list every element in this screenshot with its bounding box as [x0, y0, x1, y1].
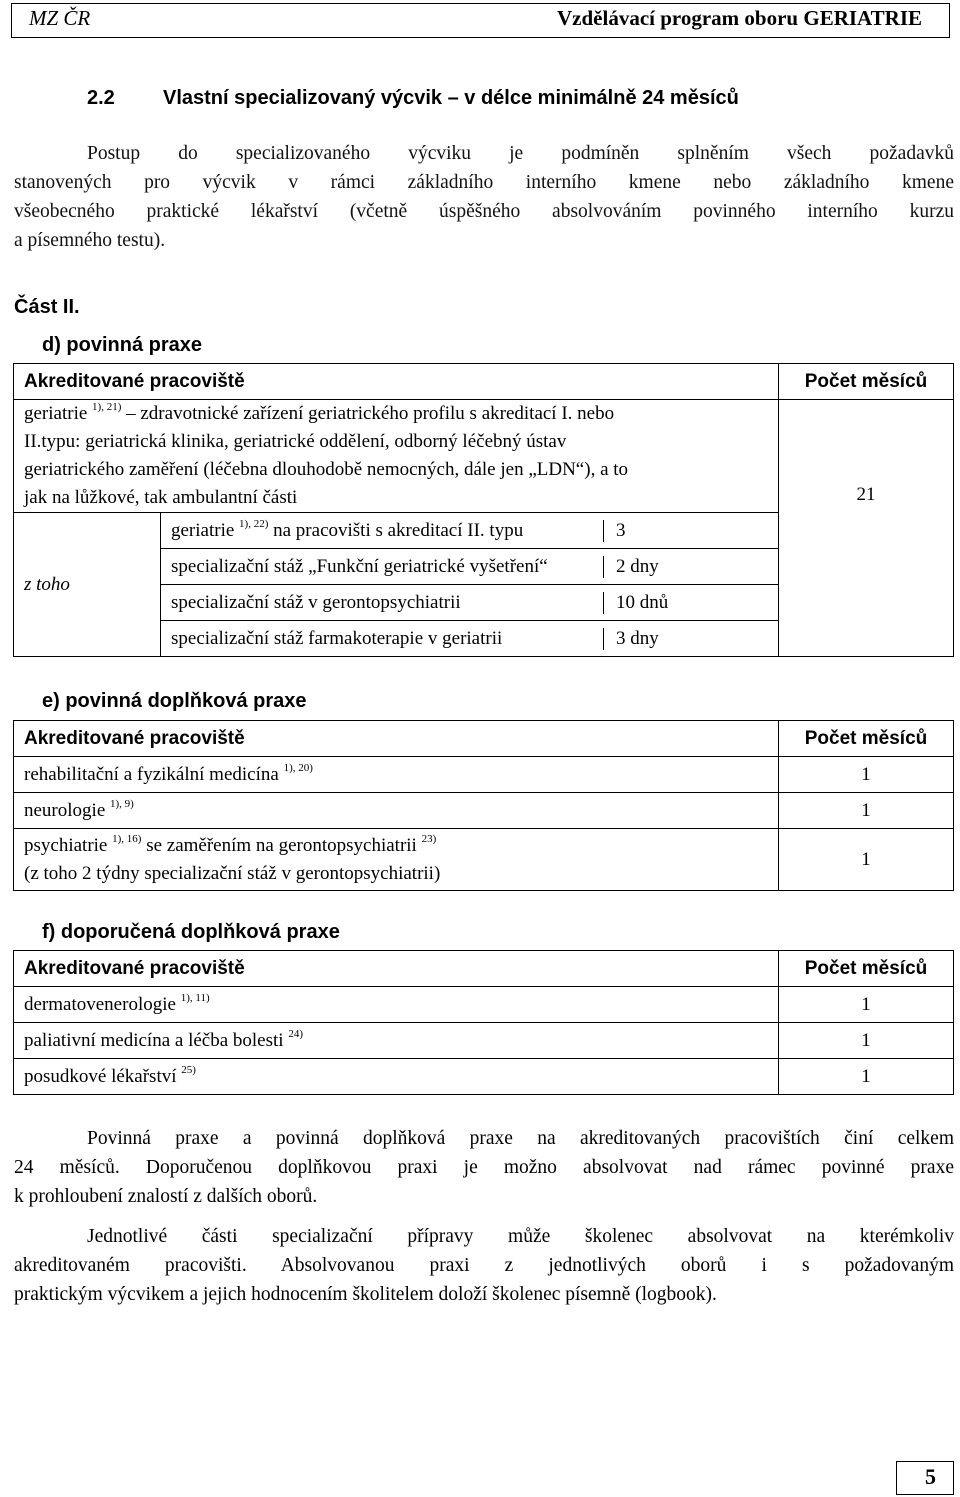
closing-line: k prohloubení znalostí z dalších oborů. [14, 1186, 318, 1207]
intro-line: všeobecného praktické lékařství (včetně úspěšného absolvováním povinného interního kurzu [14, 201, 954, 222]
months-cell: 1 [779, 987, 954, 1023]
footnote-ref: 1), 9) [110, 797, 134, 810]
months-cell: 1 [779, 1023, 954, 1059]
workplace-cell [14, 829, 779, 891]
col-header-months: Počet měsíců [779, 721, 954, 757]
intro-paragraph [14, 139, 954, 255]
footnote-ref: 1), 22) [239, 517, 269, 530]
col-header-workplace: Akreditované pracoviště [14, 951, 779, 987]
sub-row [161, 585, 779, 621]
sub-label: specializační stáž „Funkční geriatrické vyšetření“ [171, 555, 548, 577]
months-cell: 1 [779, 829, 954, 891]
intro-line: a písemného testu). [14, 230, 166, 251]
sub-row [161, 513, 779, 549]
sub-label: specializační stáž v gerontopsychiatrii [171, 591, 461, 613]
workplace-cell [14, 1059, 779, 1095]
workplace-label: neurologie [24, 799, 111, 821]
footnote-ref: 1), 16) [112, 832, 142, 845]
col-header-workplace: Akreditované pracoviště [14, 364, 779, 400]
sub-label-text: geriatrie [171, 519, 235, 541]
main-workplace-cell [14, 400, 779, 513]
sub-row [161, 549, 779, 585]
closing-line: akreditovaném pracovišti. Absolvovanou praxi z jednotlivých oborů i s požadovaným [14, 1255, 954, 1276]
header-ministry: MZ ČR [29, 6, 91, 30]
closing-paragraph-2 [14, 1222, 954, 1309]
workplace-cell [14, 757, 779, 793]
footnote-ref: 24) [288, 1027, 303, 1040]
workplace-note: (z toho 2 týdny specializační stáž v gerontopsychiatrii) [24, 862, 441, 884]
workplace-label: posudkové lékařství [24, 1065, 182, 1087]
intro-line: stanovených pro výcvik v rámci základního interního kmene nebo základního kmene [14, 172, 954, 193]
closing-line: Povinná praxe a povinná doplňková praxe na akreditovaných pracovištích činí celkem [87, 1128, 954, 1149]
sub-label [161, 517, 604, 542]
sub-label-rest: na pracovišti s akreditací II. typu [268, 519, 524, 541]
footnote-ref: 1), 11) [180, 991, 210, 1004]
footnote-ref: 25) [181, 1063, 196, 1076]
sub-value: 2 dny [604, 556, 779, 578]
workplace-label-cont: se zaměřením na gerontopsychiatrii [141, 834, 422, 856]
section-heading [87, 87, 739, 110]
sub-row [161, 621, 779, 657]
z-toho-label: z toho [14, 513, 161, 657]
label-geriatrie: geriatrie [24, 403, 88, 424]
closing-line: Jednotlivé části specializační přípravy může školenec absolvovat na kterémkoliv [87, 1226, 954, 1247]
months-cell: 1 [779, 1059, 954, 1095]
section-f-title: f) doporučená doplňková praxe [42, 921, 340, 943]
section-d-title: d) povinná praxe [42, 334, 203, 356]
footnote-ref: 1), 20) [283, 761, 313, 774]
main-line: jak na lůžkové, tak ambulantní části [24, 487, 298, 508]
workplace-label: psychiatrie [24, 834, 113, 856]
workplace-cell [14, 987, 779, 1023]
main-line: II.typu: geriatrická klinika, geriatrické oddělení, odborný léčebný ústav [24, 431, 567, 452]
table-doporucena-doplnkova-praxe [13, 950, 954, 1095]
sub-value: 10 dnů [604, 592, 779, 614]
main-line: – zdravotnické zařízení geriatrického profilu s akreditací I. nebo [121, 403, 615, 424]
main-line: geriatrického zaměření (léčebna dlouhodobě nemocných, dále jen „LDN“), a to [24, 459, 629, 480]
sub-value: 3 dny [604, 628, 779, 650]
footnote-ref: 23) [421, 832, 437, 845]
closing-line: praktickým výcvikem a jejich hodnocením školitelem doloží školenec písemně (logbook). [14, 1284, 717, 1305]
col-header-months: Počet měsíců [779, 364, 954, 400]
section-e-title: e) povinná doplňková praxe [42, 690, 307, 712]
footnote-ref: 1), 21) [92, 401, 122, 413]
workplace-cell [14, 793, 779, 829]
closing-line: 24 měsíců. Doporučenou doplňkovou praxi je možno absolvovat nad rámec povinné praxe [14, 1157, 954, 1178]
months-cell: 1 [779, 757, 954, 793]
closing-paragraph-1 [14, 1124, 954, 1211]
section-title: Vlastní specializovaný výcvik – v délce minimálně 24 měsíců [163, 87, 739, 109]
section-number: 2.2 [87, 87, 115, 109]
table-povinna-doplnkova-praxe [13, 720, 954, 891]
workplace-label: rehabilitační a fyzikální medicína [24, 763, 284, 785]
sub-value: 3 [604, 520, 779, 542]
workplace-label: dermatovenerologie [24, 993, 181, 1015]
col-header-months: Počet měsíců [779, 951, 954, 987]
main-months-value: 21 [779, 400, 954, 657]
header-program-title: Vzdělávací program oboru GERIATRIE [557, 6, 922, 30]
col-header-workplace: Akreditované pracoviště [14, 721, 779, 757]
workplace-cell [14, 1023, 779, 1059]
part-title: Část II. [14, 296, 80, 318]
intro-line: Postup do specializovaného výcviku je podmíněn splněním všech požadavků [87, 143, 954, 164]
table-povinna-praxe [13, 363, 954, 657]
months-cell: 1 [779, 793, 954, 829]
page-number: 5 [925, 1464, 936, 1489]
sub-label: specializační stáž farmakoterapie v geriatrii [171, 627, 503, 649]
workplace-label: paliativní medicína a léčba bolesti [24, 1029, 289, 1051]
